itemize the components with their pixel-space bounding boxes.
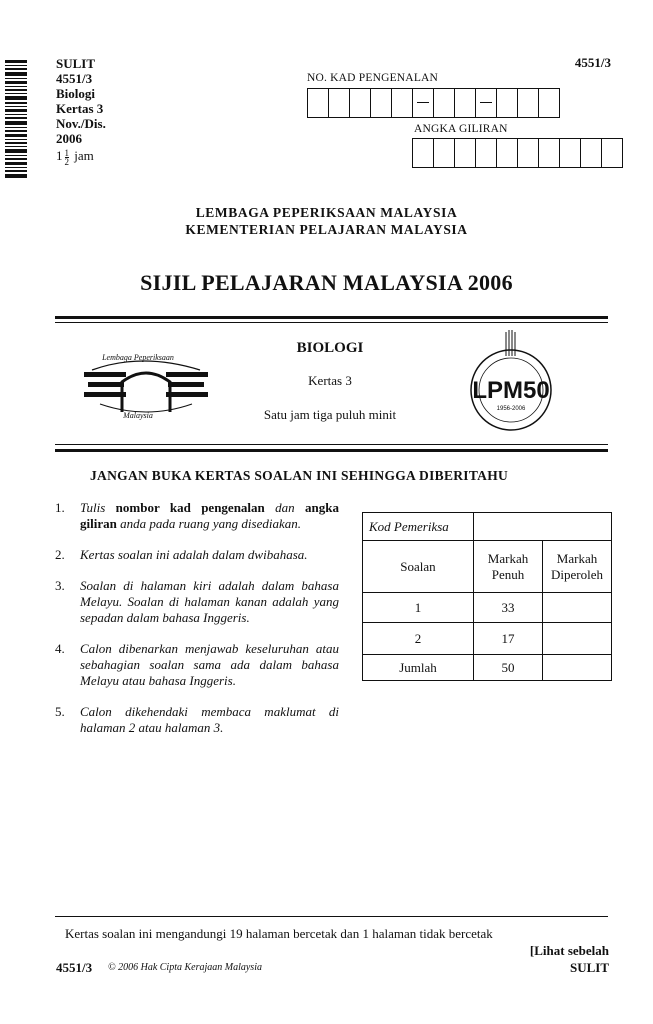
header-line: Kertas 3 (56, 101, 104, 116)
copyright: © 2006 Hak Cipta Kerajaan Malaysia (108, 962, 262, 973)
exam-duration: Satu jam tiga puluh minit (263, 407, 397, 422)
digit-box[interactable] (413, 139, 434, 167)
total-label: Jumlah (363, 655, 474, 681)
subject-block (250, 340, 410, 389)
instruction-text: Calon dibenarkan menjawab keseluruhan atau sebahagian soalan sama ada dalam bahasa Melayu atau bahasa Inggeris. (80, 641, 339, 688)
divider-bottom-thick (55, 449, 608, 452)
digit-box[interactable] (392, 89, 413, 117)
exam-title: SIJIL PELAJARAN MALAYSIA 2006 (140, 270, 513, 295)
digit-box[interactable] (455, 89, 476, 117)
divider-bottom-thin (55, 444, 608, 445)
duration-whole: 1 (56, 148, 63, 163)
digit-box[interactable] (350, 89, 371, 117)
instruction-item (55, 641, 339, 689)
header-line: Biologi (56, 86, 96, 101)
table-total-row (363, 655, 612, 681)
instruction-number: 3. (55, 578, 65, 593)
lpm50-years: 1956-2006 (496, 406, 526, 412)
digit-box[interactable] (518, 89, 539, 117)
paper-number: Kertas 3 (308, 373, 352, 388)
digit-box[interactable] (539, 89, 559, 117)
paper-code-right: 4551/3 (574, 55, 611, 70)
barcode (5, 60, 27, 178)
digit-box[interactable] (560, 139, 581, 167)
instruction-item (55, 547, 339, 563)
logo-top-text: Lembaga Peperiksaan (102, 353, 174, 362)
lpm50-text: LPM50 (472, 377, 550, 404)
instruction-item (55, 704, 339, 736)
digit-box[interactable] (476, 89, 497, 117)
index-number-boxes[interactable] (412, 138, 623, 168)
paper-header-left (56, 56, 106, 166)
digit-box[interactable] (329, 89, 350, 117)
footer-divider (55, 916, 608, 917)
digit-box[interactable] (308, 89, 329, 117)
digit-box[interactable] (518, 139, 539, 167)
digit-box[interactable] (434, 89, 455, 117)
table-row (363, 623, 612, 655)
warning-text: JANGAN BUKA KERTAS SOALAN INI SEHINGGA DIBERITAHU (90, 468, 509, 483)
instruction-number: 4. (55, 641, 65, 656)
header-soalan: Soalan (363, 541, 474, 593)
examiner-code-table (362, 512, 612, 681)
instruction-text: Kertas soalan ini adalah dalam dwibahasa. (80, 547, 308, 562)
row-soalan: 1 (363, 593, 474, 623)
duration-fraction: $\frac{1}{2}$ (64, 147, 69, 167)
instruction-text: Calon dikehendaki membaca maklumat di halaman 2 atau halaman 3. (80, 704, 339, 735)
instruction-number: 2. (55, 547, 65, 562)
lembaga-logo (82, 342, 210, 424)
row-soalan: 2 (363, 623, 474, 655)
lpm50-logo (465, 330, 557, 434)
instructions-list (55, 500, 339, 751)
table-row (363, 593, 612, 623)
digit-box[interactable] (581, 139, 602, 167)
header-line: 2006 (56, 131, 82, 146)
authority-line-2: KEMENTERIAN PELAJARAN MALAYSIA (185, 222, 468, 237)
header-line: 4551/3 (56, 71, 93, 86)
total-markah-penuh: 50 (474, 655, 543, 681)
row-markah-diperoleh[interactable] (543, 593, 612, 623)
digit-box[interactable] (371, 89, 392, 117)
duration-unit: jam (74, 148, 94, 163)
instruction-text: Soalan di halaman kiri adalah dalam bahasa Melayu. Soalan di halaman kanan adalah yang sepadan dalam bahasa Inggeris. (80, 578, 339, 625)
header-line: SULIT (56, 56, 96, 71)
authority-line-1: LEMBAGA PEPERIKSAAN MALAYSIA (195, 205, 458, 220)
row-markah-penuh: 33 (474, 593, 543, 623)
divider-top-thick (55, 316, 608, 319)
digit-box[interactable] (497, 89, 518, 117)
logo-bottom-text: Malaysia (123, 411, 153, 420)
ic-number-label: NO. KAD PENGENALAN (307, 72, 439, 84)
table-title: Kod Pemeriksa (363, 513, 474, 541)
digit-box[interactable] (497, 139, 518, 167)
header-markah-diperoleh: Markah Diperoleh (543, 541, 612, 593)
digit-box[interactable] (434, 139, 455, 167)
ic-number-boxes[interactable] (307, 88, 560, 118)
pages-note: Kertas soalan ini mengandungi 19 halaman bercetak dan 1 halaman tidak bercetak (65, 926, 493, 941)
instruction-number: 5. (55, 704, 65, 719)
digit-box[interactable] (413, 89, 434, 117)
divider-top-thin (55, 322, 608, 323)
digit-box[interactable] (455, 139, 476, 167)
instruction-text: Tulis nombor kad pengenalan dan angka giliran anda pada ruang yang disediakan. (80, 500, 339, 531)
digit-box[interactable] (602, 139, 622, 167)
index-number-label: ANGKA GILIRAN (414, 123, 508, 135)
footer-sulit: SULIT (569, 960, 609, 975)
subject-name: BIOLOGI (296, 340, 364, 356)
instruction-number: 1. (55, 500, 65, 515)
row-markah-penuh: 17 (474, 623, 543, 655)
digit-box[interactable] (476, 139, 497, 167)
duration (56, 148, 106, 166)
footer-code: 4551/3 (56, 960, 93, 975)
total-markah-diperoleh[interactable] (543, 655, 612, 681)
instruction-item (55, 578, 339, 626)
row-markah-diperoleh[interactable] (543, 623, 612, 655)
digit-box[interactable] (539, 139, 560, 167)
header-line: Nov./Dis. (56, 116, 106, 131)
header-markah-penuh: Markah Penuh (474, 541, 543, 593)
instruction-item (55, 500, 339, 532)
turn-over-note: [Lihat sebelah (529, 943, 609, 958)
